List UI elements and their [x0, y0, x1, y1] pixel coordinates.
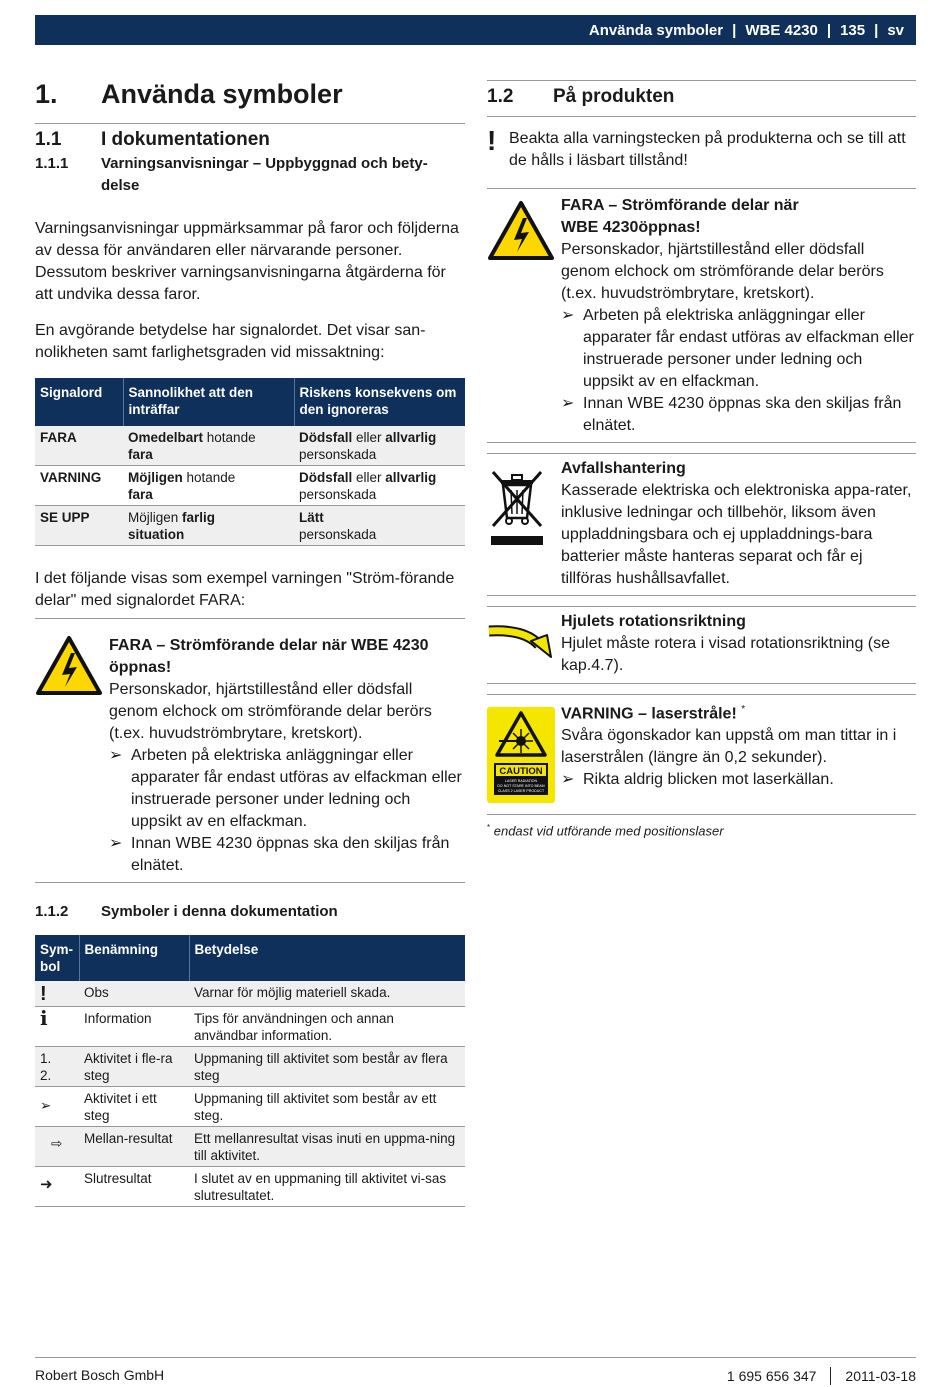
laser-caution-label-icon	[487, 699, 561, 808]
warning-body: Personskador, hjärtstillestånd eller dödsfall genom elchock om strömförande delar berörs (t.ex. huvudströmbrytare, kretskort).	[109, 681, 432, 742]
warning-step: ➢ Arbeten på elektriska anläggningar eller apparater får endast utföras av elfackman eller instruerade personer under ledning och uppsikt av en elfackman.	[109, 747, 462, 830]
symbol-table	[35, 935, 465, 1207]
symbol-meaning: Tips för användningen och annan användbar information.	[189, 1007, 465, 1047]
column-header: Riskens konsekvens om den ignoreras	[294, 378, 465, 426]
warning-step: ➢ Rikta aldrig blicken mot laserkällan.	[561, 771, 834, 789]
signal-word: FARA	[35, 426, 123, 466]
waste-disposal-block	[487, 454, 916, 595]
table-row	[35, 1047, 465, 1087]
column-header: Benämning	[79, 935, 189, 981]
symbol-name: Aktivitet i ett steg	[79, 1087, 189, 1127]
column-header: Signalord	[35, 378, 123, 426]
chapter-title: Använda symboler	[101, 79, 343, 109]
signal-word-paragraph: En avgörande betydelse har signalordet. Det visar san-nolikheten samt farlighetsgraden vid missaktning:	[35, 322, 426, 361]
signal-word-table	[35, 378, 465, 546]
left-column	[35, 75, 465, 1207]
warning-step: ➢ Innan WBE 4230 öppnas ska den skiljas från elnätet.	[109, 835, 450, 874]
exclamation-icon: !	[35, 981, 79, 1007]
divider	[487, 116, 916, 117]
signal-word: VARNING	[35, 466, 123, 506]
laser-label-line: CLASS 2 LASER PRODUCT	[497, 789, 545, 793]
probability-cell: Omedelbart hotande fara	[123, 426, 294, 466]
section-title: I dokumentationen	[101, 129, 270, 150]
divider	[35, 123, 465, 124]
header-page-number: 135	[840, 21, 866, 39]
notice-text: Beakta alla varningstecken på produkterna och se till att de hålls i läsbart tillstånd!	[509, 130, 906, 169]
warning-title: WBE 4230öppnas!	[561, 219, 701, 236]
laser-warning	[487, 695, 916, 814]
rotation-title: Hjulets rotationsriktning	[561, 613, 746, 630]
symbol-meaning: Varnar för möjlig materiell skada.	[189, 981, 465, 1007]
electric-hazard-icon	[487, 195, 561, 437]
header-title: Använda symboler	[588, 21, 724, 39]
probability-cell: Möjligen hotande fara	[123, 466, 294, 506]
document-date: 2011-03-18	[845, 1368, 916, 1384]
section-heading-1-1-1	[35, 153, 465, 197]
footnote: * endast vid utförande med positionslaser	[487, 823, 724, 839]
symbol-name: Information	[79, 1007, 189, 1047]
table-row	[35, 1007, 465, 1047]
table-row	[35, 1167, 465, 1207]
table-row	[35, 506, 465, 546]
section-heading-1-1-2	[35, 901, 465, 923]
rotation-body: Hjulet måste rotera i visad rotationsriktning (se kap.4.7).	[561, 635, 891, 674]
rotation-direction-block	[487, 607, 916, 683]
section-heading-1-2	[487, 84, 916, 110]
consequence-cell: Dödsfall eller allvarlig personskada	[294, 426, 465, 466]
table-row	[35, 466, 465, 506]
warning-title: FARA – Strömförande delar när WBE 4230 öppnas!	[109, 637, 429, 676]
divider	[35, 882, 465, 883]
warning-step: ➢ Innan WBE 4230 öppnas ska den skiljas från elnätet.	[561, 395, 902, 434]
header-product: WBE 4230	[745, 21, 818, 39]
section-heading-1-1	[35, 127, 465, 153]
consequence-cell: Dödsfall eller allvarlig personskada	[294, 466, 465, 506]
caution-label-text: CAUTION	[499, 766, 543, 777]
header-language: sv	[887, 21, 904, 39]
document-number: 1 695 656 347	[726, 1368, 817, 1384]
section-number: 1.1.1	[35, 155, 69, 172]
section-title: Varningsanvisningar – Uppbyggnad och bety-delse	[101, 155, 428, 194]
table-row	[35, 981, 465, 1007]
symbol-name: Aktivitet i fle-ra steg	[79, 1047, 189, 1087]
company-name: Robert Bosch GmbH	[35, 1367, 165, 1383]
signal-word: SE UPP	[35, 506, 123, 546]
table-header-row	[35, 935, 465, 981]
probability-cell: Möjligen farlig situation	[123, 506, 294, 546]
symbol-name: Slutresultat	[79, 1167, 189, 1207]
waste-title: Avfallshantering	[561, 460, 686, 477]
column-header: Sym-bol	[35, 935, 79, 981]
chapter-heading	[35, 75, 465, 115]
divider	[487, 442, 916, 443]
symbol-meaning: Ett mellanresultat visas inuti en uppma-ning till aktivitet.	[189, 1127, 465, 1167]
divider	[487, 683, 916, 684]
example-warning	[35, 619, 465, 882]
crossed-out-bin-icon	[487, 458, 561, 590]
table-header-row	[35, 378, 465, 426]
section-number: 1.1	[35, 129, 62, 150]
chapter-number: 1.	[35, 79, 58, 109]
page-header: Använda symboler | WBE 4230 | 135 | sv	[35, 15, 916, 45]
laser-warning-title: VARNING – laserstråle! *	[561, 704, 746, 723]
numbered-steps-icon: 1. 2.	[35, 1047, 79, 1087]
warning-body: Personskador, hjärtstillestånd eller dödsfall genom elchock om strömförande delar berörs (t.ex. huvudströmbrytare, kretskort).	[561, 241, 884, 302]
product-warning	[487, 189, 916, 442]
right-column	[487, 80, 916, 838]
section-title: På produkten	[553, 86, 675, 107]
symbol-meaning: I slutet av en uppmaning till aktivitet vi-sas slutresultatet.	[189, 1167, 465, 1207]
laser-label-line: LASER RADIATION	[504, 779, 538, 783]
step-arrow-icon: ➢	[35, 1087, 79, 1127]
laser-label-line: DO NOT STARE INTO BEAM	[497, 784, 545, 788]
column-header: Betydelse	[189, 935, 465, 981]
divider	[487, 814, 916, 815]
section-number: 1.1.2	[35, 903, 69, 920]
symbol-meaning: Uppmaning till aktivitet som består av ett steg.	[189, 1087, 465, 1127]
divider	[487, 80, 916, 81]
intro-paragraph: Varningsanvisningar uppmärksammar på faror och följderna av dessa för användaren eller närvarande personer. Dessutom beskriver varningsanvisningarna åtgärderna för att undvika dessa faror.	[35, 220, 459, 303]
table-row	[35, 1127, 465, 1167]
example-paragraph: I det följande visas som exempel varningen "Ström-förande delar" med signalordet FARA:	[35, 570, 455, 609]
warning-title: FARA – Strömförande delar när	[561, 197, 799, 214]
column-header: Sannolikhet att den inträffar	[123, 378, 294, 426]
consequence-cell: Lätt personskada	[294, 506, 465, 546]
symbol-name: Mellan-resultat	[79, 1127, 189, 1167]
page-footer	[35, 1357, 916, 1385]
waste-body: Kasserade elektriska och elektroniska appa-rater, inklusive ledningar och tillbehör, liksom även uppladdningsbara och ej uppladdnings-bara batterier måste hanteras separat och får ej tillföras hushållsavfallet.	[561, 482, 912, 587]
exclamation-icon: !	[487, 125, 497, 156]
laser-warning-body: Svåra ögonskador kan uppstå om man tittar in i laserstrålen (längre än 0,2 sekunder).	[561, 727, 897, 767]
section-title: Symboler i denna dokumentation	[101, 903, 338, 920]
symbol-meaning: Uppmaning till aktivitet som består av flera steg	[189, 1047, 465, 1087]
table-row	[35, 1087, 465, 1127]
symbol-name: Obs	[79, 981, 189, 1007]
intermediate-result-icon: ⇨	[35, 1127, 79, 1167]
divider	[487, 595, 916, 596]
warning-step: ➢ Arbeten på elektriska anläggningar eller apparater får endast utföras av elfackman eller instruerade personer under ledning och uppsikt av en elfackman.	[561, 307, 914, 390]
final-result-arrow-icon: ➜	[35, 1167, 79, 1207]
electric-hazard-icon	[35, 635, 109, 877]
info-icon: i	[35, 1007, 79, 1047]
notice-block	[487, 125, 916, 172]
curved-arrow-icon	[487, 611, 561, 677]
table-row	[35, 426, 465, 466]
section-number: 1.2	[487, 86, 514, 107]
